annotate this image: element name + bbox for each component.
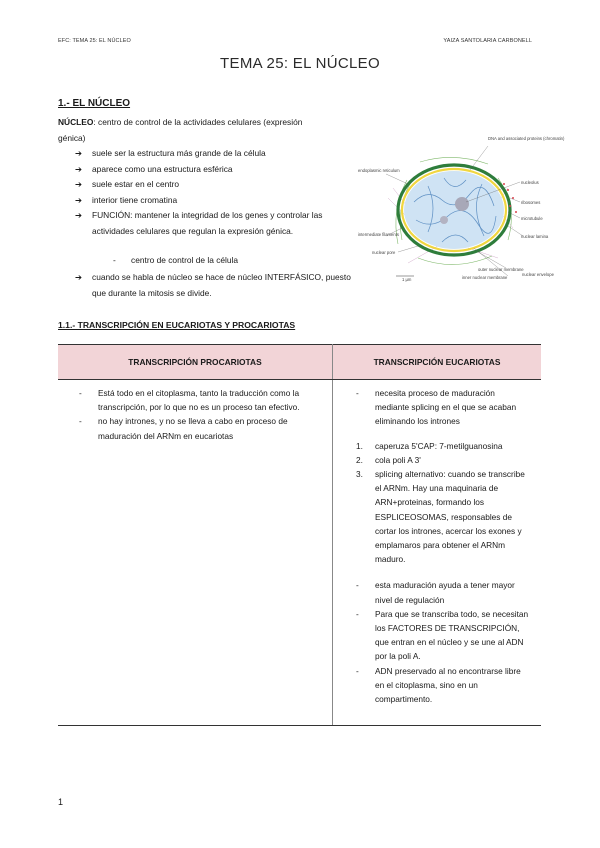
label-pore: nuclear pore [372,250,396,255]
list-item-text: suele estar en el centro [92,179,180,190]
intro-definition: : centro de control de la actividades celulares (expresión génica) [58,117,303,143]
numbered-item [356,467,531,566]
intro-term: NÚCLEO [58,117,94,127]
dash-icon: - [356,608,359,619]
list-item [356,664,531,707]
list-item-text: interior tiene cromatina [92,194,178,205]
list-item-text: ADN preservado al no encontrarse libre en el citoplasma, sino en un compartimento. [375,665,521,705]
dash-icon: - [79,388,82,398]
list-item-text: aparece como una estructura esférica [92,163,233,174]
numbered-item [356,439,531,453]
arrow-icon: ➔ [75,194,83,205]
table-header-row [58,345,541,380]
label-er: endoplasmic reticulum [358,168,400,173]
nucleus-bullet-list [75,146,345,240]
sub-bullet-text: centro de control de la célula [131,255,239,265]
dash-icon: - [113,255,116,265]
nucleus-bullet-list-2 [75,270,355,301]
page-title: TEMA 25: EL NÚCLEO [220,55,380,72]
list-item [75,146,345,162]
label-microtubule: microtubule [521,216,543,221]
numbered-item [356,453,531,467]
number-marker: 2. [356,454,363,465]
header-left: EFC: TEMA 25: EL NÚCLEO [58,38,131,44]
list-item [79,414,324,442]
list-item [356,578,531,606]
dash-icon: - [356,388,359,398]
table-row [58,380,541,726]
col-header-prokaryotes: TRANSCRIPCIÓN PROCARIOTAS [58,345,333,380]
nucleus-diagram [358,128,565,288]
label-ribosomes: ribosomes [521,200,541,205]
transcription-table [58,344,541,726]
list-item-text: Para que se transcriba todo, se necesitan los FACTORES DE TRANSCRIPCIÓN, que entran en el núcleo y se une al ADN por la poli A. [375,608,529,662]
list-item [75,208,345,239]
number-marker: 3. [356,469,363,480]
label-outer: outer nuclear membrane [478,267,524,272]
nucleoplasm-shape [404,171,504,249]
label-dna: DNA and associated proteins (chromatin) [488,136,565,141]
list-item [75,162,345,178]
list-item [356,386,531,429]
label-scale: 1 µm [402,277,412,282]
cell-eukaryotes [333,380,542,726]
arrow-icon: ➔ [75,163,83,174]
list-item-text: caperuza 5'CAP: 7-metilguanosina [375,440,503,451]
list-item [79,386,324,414]
list-item [75,177,345,193]
label-intermediate: intermediate filaments [358,232,399,237]
dash-icon: - [79,416,82,427]
cell-prokaryotes [58,380,333,726]
number-marker: 1. [356,440,363,451]
nucleolus-shape-2 [440,216,448,224]
label-lamina: nuclear lamina [521,234,549,239]
dash-icon: - [356,665,359,676]
intro-paragraph [58,115,328,146]
list-item-text: cuando se habla de núcleo se hace de núcleo INTERFÁSICO, puesto que durante la mitosis se divide. [92,272,351,298]
label-nucleolus: nucleolus [521,180,539,185]
section-heading-transcripcion: 1.1.- TRANSCRIPCIÓN EN EUCARIOTAS Y PROCARIOTAS [58,320,296,330]
col-header-eukaryotes: TRANSCRIPCIÓN EUCARIOTAS [333,345,542,380]
list-item [75,270,355,301]
list-item-text: suele ser la estructura más grande de la célula [92,148,266,158]
list-item-text: FUNCIÓN: mantener la integridad de los genes y controlar las actividades celulares que regulan la expresión génica. [92,210,323,236]
label-inner: inner nuclear membrane [462,275,508,280]
list-item [75,193,345,209]
nucleolus-shape [455,197,469,211]
arrow-icon: ➔ [75,148,83,158]
section-heading-nucleo: 1.- EL NÚCLEO [58,98,131,109]
list-item-text: no hay intrones, y no se lleva a cabo en proceso de maduración del ARNm en eucariotas [98,416,288,441]
list-item-text: esta maduración ayuda a tener mayor nivel de regulación [375,580,515,605]
list-item-text: splicing alternativo: cuando se transcribe el ARNm. Hay una maquinaria de ARN+proteinas, formando los ESPLICEOSOMAS, responsables de cortar los intrones, acercar los exones y emplamaros para obtener el ARNm maduro. [375,469,525,565]
header-right: YAIZA SANTOLARIA CARBONELL [443,38,532,44]
label-envelope: nuclear envelope [522,272,554,277]
list-item-text: necesita proceso de maduración mediante splicing en el que se acaban eliminando los intrones [375,388,517,427]
list-item [356,607,531,664]
arrow-icon: ➔ [75,210,83,221]
sub-bullet [113,255,238,265]
page-number: 1 [58,797,64,807]
arrow-icon: ➔ [75,272,83,282]
dash-icon: - [356,580,359,591]
list-item-text: cola poli A 3' [375,454,421,465]
list-item-text: Está todo en el citoplasma, tanto la traducción como la transcripción, por lo que no es un proceso tan efectivo. [98,388,300,413]
arrow-icon: ➔ [75,179,83,190]
